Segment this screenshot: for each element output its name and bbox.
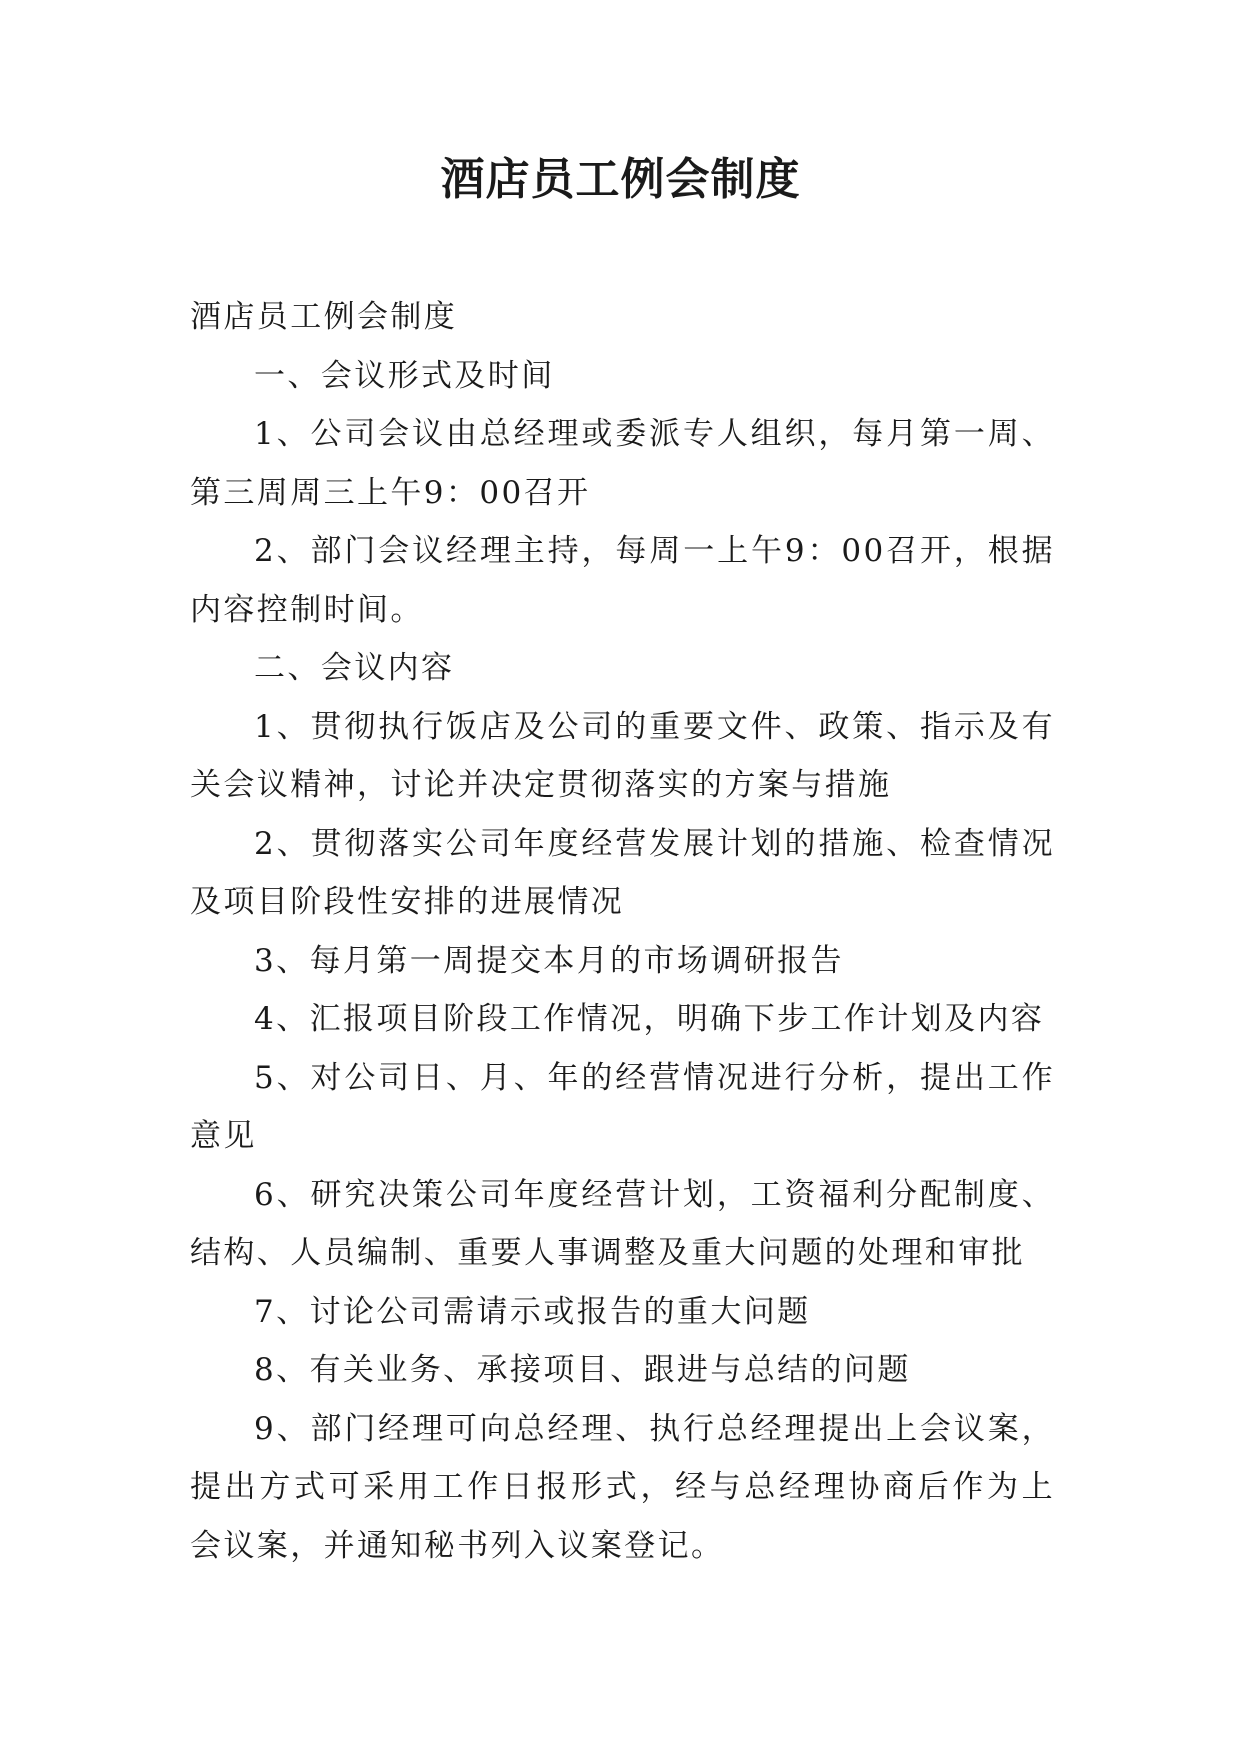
list-item: 2、贯彻落实公司年度经营发展计划的措施、检查情况及项目阶段性安排的进展情况 — [190, 825, 1055, 920]
list-item: 1、贯彻执行饭店及公司的重要文件、政策、指示及有关会议精神，讨论并决定贯彻落实的方案与措施 — [190, 708, 1055, 803]
paragraph-department-meeting: 2、部门会议经理主持，每周一上午9：00召开，根据内容控制时间。 — [190, 533, 1055, 628]
paragraph-company-meeting: 1、公司会议由总经理或委派专人组织，每月第一周、第三周周三上午9：00召开 — [190, 416, 1055, 511]
document-title: 酒店员工例会制度 — [440, 154, 801, 205]
list-item: 6、研究决策公司年度经营计划，工资福利分配制度、结构、人员编制、重要人事调整及重大问题的处理和审批 — [190, 1176, 1055, 1271]
list-item: 4、汇报项目阶段工作情况，明确下步工作计划及内容 — [254, 1001, 1045, 1037]
list-item: 3、每月第一周提交本月的市场调研报告 — [254, 942, 844, 979]
paragraph-heading: 酒店员工例会制度 — [190, 299, 458, 335]
list-item: 7、讨论公司需请示或报告的重大问题 — [254, 1293, 811, 1330]
section-heading-format-time: 一、会议形式及时间 — [254, 357, 555, 394]
list-item: 8、有关业务、承接项目、跟进与总结的问题 — [254, 1352, 911, 1388]
list-item: 5、对公司日、月、年的经营情况进行分析，提出工作意见 — [190, 1059, 1055, 1154]
list-item: 9、部门经理可向总经理、执行总经理提出上会议案，提出方式可采用工作日报形式，经与总经理协商后作为上会议案，并通知秘书列入议案登记。 — [190, 1410, 1055, 1564]
section-heading-content: 二、会议内容 — [254, 650, 455, 686]
document-body — [190, 288, 1055, 1575]
